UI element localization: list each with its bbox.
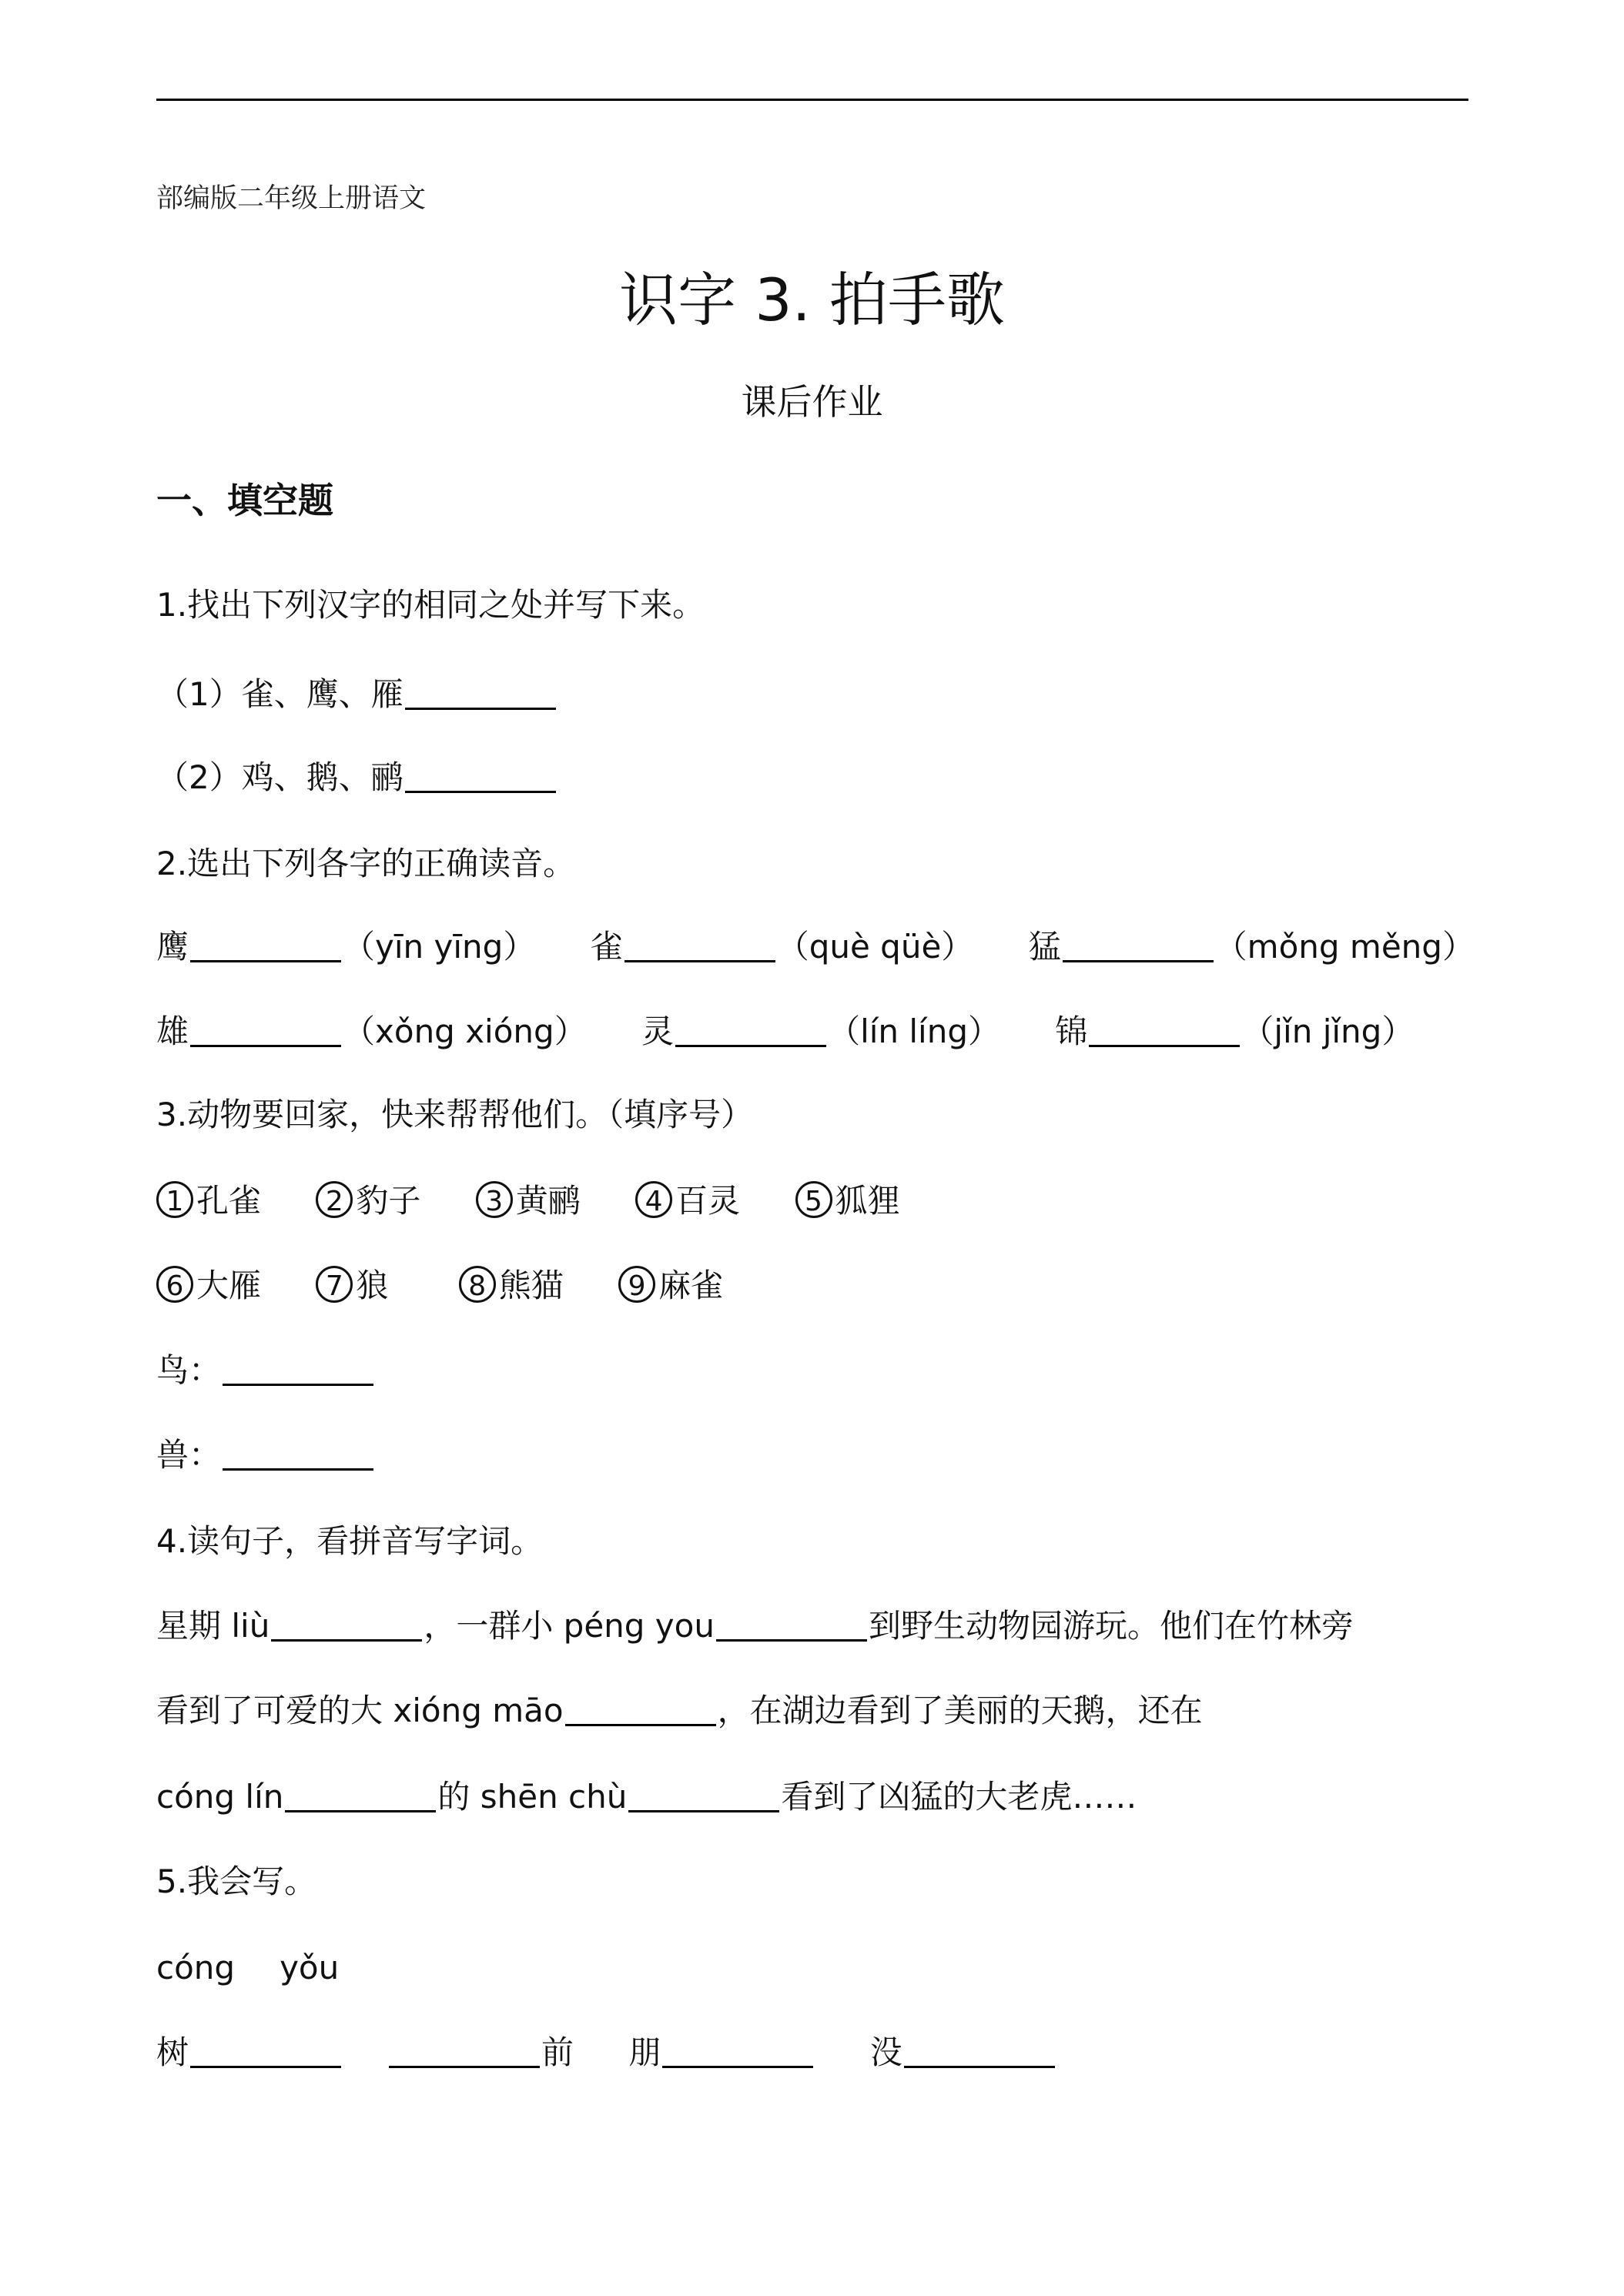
q2-prompt: 2.选出下列各字的正确读音。 — [156, 845, 576, 882]
q4-line-3 — [156, 1774, 1137, 1820]
animal-name: 豹子 — [356, 1182, 421, 1220]
q4-text: ，一群小 péng you — [424, 1607, 715, 1645]
circled-number: 2 — [316, 1181, 353, 1218]
q5-prompt: 5.我会写。 — [156, 1863, 317, 1900]
circled-number: 3 — [476, 1181, 513, 1218]
q3-animals-row-1 — [156, 1178, 900, 1224]
q2-options: （què qüè） — [776, 928, 974, 966]
answer-blank[interactable] — [389, 2033, 540, 2068]
answer-blank[interactable] — [405, 675, 556, 710]
q2-options: （xǒng xióng） — [343, 1012, 587, 1050]
animal-name: 麻雀 — [658, 1267, 724, 1304]
q4-line-2 — [156, 1688, 1203, 1734]
animal-name: 狐狸 — [835, 1182, 900, 1220]
q2-options: （mǒng měng） — [1214, 928, 1475, 966]
animal-name: 孔雀 — [196, 1182, 262, 1220]
q3-animals-row-2 — [156, 1263, 723, 1309]
animal-item — [795, 1178, 900, 1224]
answer-blank[interactable] — [675, 1012, 826, 1047]
q2-row-1 — [156, 924, 1475, 970]
q2-char: 鹰 — [156, 928, 189, 966]
q4-text: ，在湖边看到了美丽的天鹅，还在 — [717, 1692, 1203, 1729]
q4-text: 的 shēn chù — [437, 1778, 628, 1816]
animal-item — [459, 1263, 564, 1309]
q3-beast-line — [156, 1432, 375, 1478]
q3-bird-line — [156, 1347, 375, 1394]
circled-number: 5 — [795, 1181, 832, 1218]
answer-blank[interactable] — [190, 928, 341, 962]
q1-prompt: 1.找出下列汉字的相同之处并写下来。 — [156, 586, 705, 624]
answer-blank[interactable] — [223, 1436, 373, 1471]
animal-item — [618, 1263, 723, 1309]
animal-item — [316, 1263, 388, 1309]
animal-item — [156, 1263, 261, 1309]
q1-item-1 — [156, 671, 558, 718]
q4-text: 看到了可爱的大 xióng māo — [156, 1692, 564, 1729]
q5-word: 没 — [869, 2033, 902, 2071]
bird-label: 鸟： — [156, 1351, 222, 1389]
answer-blank[interactable] — [1063, 928, 1214, 962]
animal-name: 狼 — [356, 1267, 389, 1304]
answer-blank[interactable] — [271, 1607, 422, 1642]
circled-number: 9 — [618, 1266, 655, 1303]
beast-label: 兽： — [156, 1436, 222, 1474]
animal-item — [476, 1178, 581, 1224]
answer-blank[interactable] — [904, 2033, 1055, 2068]
q4-line-1 — [156, 1603, 1354, 1649]
answer-blank[interactable] — [565, 1692, 716, 1726]
circled-number: 1 — [156, 1181, 193, 1218]
q2-options: （jǐn jǐng） — [1241, 1012, 1415, 1050]
circled-number: 4 — [635, 1181, 672, 1218]
q4-text: 星期 liù — [156, 1607, 270, 1645]
q2-char: 猛 — [1028, 928, 1061, 966]
q2-options: （lín líng） — [828, 1012, 1001, 1050]
animal-item — [156, 1178, 261, 1224]
q5-pinyin: cóng — [156, 1949, 236, 1986]
answer-blank[interactable] — [624, 928, 775, 962]
answer-blank[interactable] — [285, 1778, 436, 1812]
answer-blank[interactable] — [190, 1012, 341, 1047]
q5-pinyin: yǒu — [280, 1949, 340, 1986]
textbook-label: 部编版二年级上册语文 — [156, 183, 427, 214]
answer-blank[interactable] — [190, 2033, 341, 2068]
q2-char: 灵 — [641, 1012, 675, 1050]
q4-text: cóng lín — [156, 1778, 284, 1816]
header-rule — [156, 99, 1468, 101]
q5-word: 树 — [156, 2033, 189, 2071]
animal-item — [635, 1178, 740, 1224]
q5-word: 朋 — [628, 2033, 661, 2071]
answer-blank[interactable] — [716, 1607, 867, 1642]
q2-options: （yīn yīng） — [343, 928, 536, 966]
answer-blank[interactable] — [405, 758, 556, 793]
q4-text: 看到了凶猛的大老虎…… — [781, 1778, 1137, 1816]
q5-word: 前 — [541, 2033, 574, 2071]
q2-char: 雀 — [590, 928, 623, 966]
answer-blank[interactable] — [223, 1351, 373, 1386]
section-heading: 一、填空题 — [156, 480, 333, 521]
q2-row-2 — [156, 1009, 1414, 1055]
q2-char: 雄 — [156, 1012, 189, 1050]
q4-prompt: 4.读句子，看拼音写字词。 — [156, 1522, 544, 1560]
q1-item-2 — [156, 755, 558, 801]
answer-blank[interactable] — [662, 2033, 813, 2068]
animal-name: 熊猫 — [498, 1267, 564, 1304]
q1-item-2-text: （2）鸡、鹅、鹂 — [156, 758, 403, 796]
q5-pinyin-line — [156, 1945, 339, 1991]
animal-name: 大雁 — [196, 1267, 262, 1304]
answer-blank[interactable] — [1089, 1012, 1240, 1047]
page-title: 识字 3. 拍手歌 — [619, 266, 1005, 334]
circled-number: 7 — [316, 1266, 353, 1303]
animal-name: 黄鹂 — [515, 1182, 581, 1220]
q5-write-line — [156, 2030, 1056, 2076]
circled-number: 8 — [459, 1266, 496, 1303]
q2-char: 锦 — [1055, 1012, 1088, 1050]
animal-item — [316, 1178, 420, 1224]
q3-prompt: 3.动物要回家，快来帮帮他们。（填序号） — [156, 1096, 754, 1133]
answer-blank[interactable] — [628, 1778, 779, 1812]
q1-item-1-text: （1）雀、鹰、雁 — [156, 675, 403, 713]
animal-name: 百灵 — [675, 1182, 741, 1220]
page-subtitle: 课后作业 — [741, 381, 883, 423]
q4-text: 到野生动物园游玩。他们在竹林旁 — [868, 1607, 1354, 1645]
circled-number: 6 — [156, 1266, 193, 1303]
